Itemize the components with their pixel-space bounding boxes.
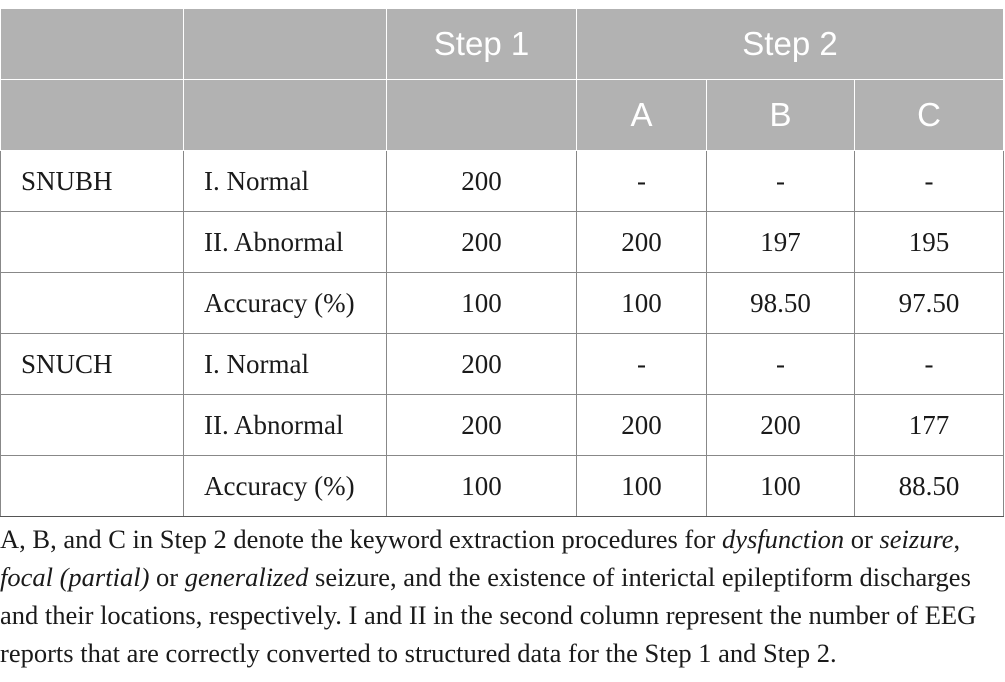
header-sub-b: B [707, 80, 855, 151]
step2-b-cell: 197 [707, 212, 855, 273]
header-blank-label [184, 9, 387, 80]
step2-a-cell: 100 [577, 456, 707, 517]
label-cell: Accuracy (%) [184, 456, 387, 517]
table-footnote [0, 520, 1000, 672]
header-step2: Step 2 [577, 9, 1004, 80]
header-blank-site-2 [1, 80, 184, 151]
step2-b-cell: 100 [707, 456, 855, 517]
site-cell: SNUBH [1, 151, 184, 212]
table-row [1, 334, 1004, 395]
footnote-emphasis: seizure [879, 524, 954, 554]
step1-cell: 200 [387, 395, 577, 456]
step1-cell: 200 [387, 151, 577, 212]
label-cell: II. Abnormal [184, 395, 387, 456]
footnote-text: or [149, 562, 185, 592]
step2-a-cell: - [577, 334, 707, 395]
table-row [1, 456, 1004, 517]
step2-c-cell: 177 [855, 395, 1004, 456]
table-header [1, 9, 1004, 151]
step2-a-cell: 200 [577, 212, 707, 273]
site-cell [1, 456, 184, 517]
header-blank-site [1, 9, 184, 80]
header-sub-a: A [577, 80, 707, 151]
step1-cell: 100 [387, 273, 577, 334]
header-row-1 [1, 9, 1004, 80]
site-cell: SNUCH [1, 334, 184, 395]
label-cell: I. Normal [184, 334, 387, 395]
table-row [1, 212, 1004, 273]
step2-b-cell: - [707, 151, 855, 212]
header-row-2 [1, 80, 1004, 151]
footnote-text: seizure, and the existence of interictal epileptiform discharges and their locations, respectively. I and II in the second column represent the number of EEG reports that are correctly converted to structured data for the Step 1 and Step 2. [0, 562, 977, 668]
table-row [1, 395, 1004, 456]
footnote-text: , [953, 524, 961, 554]
site-cell [1, 273, 184, 334]
table-row [1, 151, 1004, 212]
step1-cell: 200 [387, 334, 577, 395]
header-blank-label-2 [184, 80, 387, 151]
label-cell: Accuracy (%) [184, 273, 387, 334]
step2-a-cell: 100 [577, 273, 707, 334]
footnote-text: or [844, 524, 880, 554]
site-cell [1, 212, 184, 273]
step1-cell: 100 [387, 456, 577, 517]
site-cell [1, 395, 184, 456]
step2-c-cell: 97.50 [855, 273, 1004, 334]
step2-c-cell: 88.50 [855, 456, 1004, 517]
step1-cell: 200 [387, 212, 577, 273]
step2-a-cell: - [577, 151, 707, 212]
label-cell: II. Abnormal [184, 212, 387, 273]
step2-c-cell: - [855, 334, 1004, 395]
footnote-emphasis: focal (partial) [0, 562, 150, 592]
footnote-text: A, B, and C in Step 2 denote the keyword extraction procedures for [0, 524, 722, 554]
header-blank-step1-2 [387, 80, 577, 151]
step2-b-cell: - [707, 334, 855, 395]
results-table [0, 8, 1004, 517]
step2-a-cell: 200 [577, 395, 707, 456]
table-row [1, 273, 1004, 334]
footnote-emphasis: generalized [184, 562, 309, 592]
label-cell: I. Normal [184, 151, 387, 212]
header-step1: Step 1 [387, 9, 577, 80]
table-body [1, 151, 1004, 517]
step2-b-cell: 200 [707, 395, 855, 456]
footnote-emphasis: dysfunction [721, 524, 845, 554]
step2-c-cell: - [855, 151, 1004, 212]
header-sub-c: C [855, 80, 1004, 151]
step2-b-cell: 98.50 [707, 273, 855, 334]
step2-c-cell: 195 [855, 212, 1004, 273]
